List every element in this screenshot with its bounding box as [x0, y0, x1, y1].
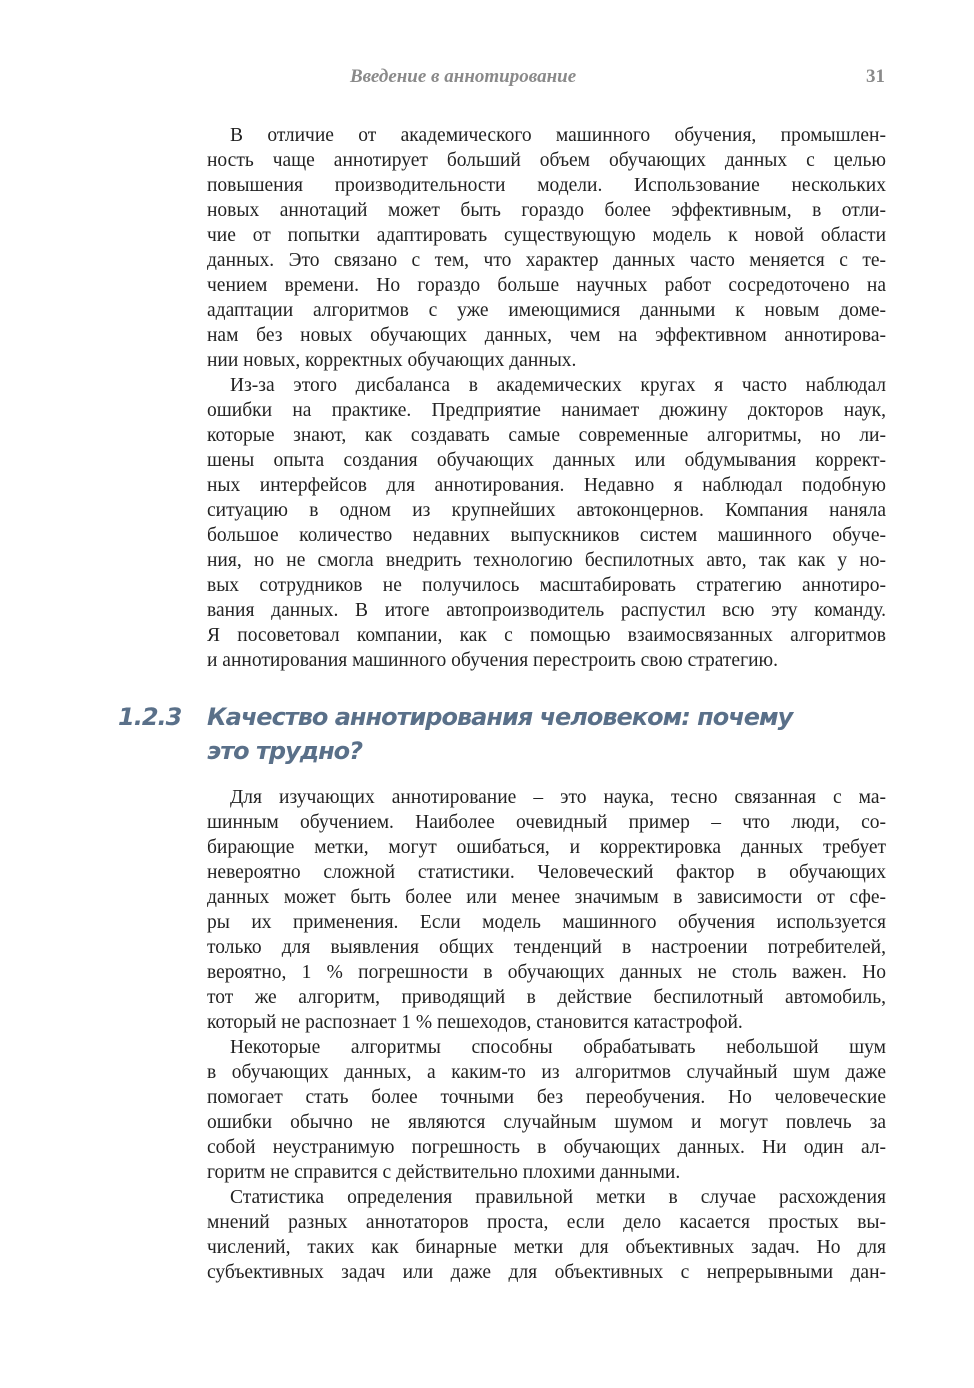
text-line: данных может быть более или менее значимым в зависимости от сфе-	[207, 887, 886, 908]
text-line: нам без новых обучающих данных, чем на эффективном аннотирова-	[207, 325, 886, 346]
body-text-before-section	[207, 123, 886, 673]
text-line: повышения производительности модели. Использование нескольких	[207, 175, 886, 196]
paragraph	[207, 1035, 886, 1185]
section-title-line: это трудно?	[207, 737, 363, 765]
paragraph	[207, 123, 886, 373]
paragraph	[207, 785, 886, 1035]
section-title	[207, 700, 847, 768]
text-line: нии новых, корректных обучающих данных.	[207, 350, 577, 371]
text-line: шинным обучением. Наиболее очевидный пример – что люди, со-	[207, 812, 886, 833]
text-line: чие от попытки адаптировать существующую модель к новой области	[207, 225, 886, 246]
text-line: горитм не справится с действительно плохими данными.	[207, 1162, 681, 1183]
text-line: большое количество недавних выпускников систем машинного обуче-	[207, 525, 886, 546]
text-line: шены опыта создания обучающих данных или обдумывания коррект-	[207, 450, 886, 471]
text-line: собой неустранимую погрешность в обучающих данных. Ни один ал-	[207, 1137, 886, 1158]
text-line: в обучающих данных, а каким-то из алгоритмов случайный шум даже	[207, 1062, 886, 1083]
text-line: только для выявления общих тенденций в настроении потребителей,	[207, 937, 886, 958]
text-line: адаптации алгоритмов с уже имеющимися данными к новым доме-	[207, 300, 886, 321]
text-line: ность чаще аннотирует больший объем обучающих данных с целью	[207, 150, 886, 171]
text-line: В отличие от академического машинного обучения, промышлен-	[230, 125, 886, 146]
page-number: 31	[866, 66, 885, 87]
text-line: вых сотрудников не получилось масштабировать стратегию аннотиро-	[207, 575, 886, 596]
section-number: 1.2.3	[118, 703, 182, 731]
text-line: Статистика определения правильной метки в случае расхождения	[230, 1187, 886, 1208]
text-line: ры их применения. Если модель машинного обучения используется	[207, 912, 886, 933]
text-line: ситуацию в одном из крупнейших автоконцернов. Компания наняла	[207, 500, 886, 521]
text-line: который не распознает 1 % пешеходов, становится катастрофой.	[207, 1012, 743, 1033]
text-line: данных. Это связано с тем, что характер данных часто меняется с те-	[207, 250, 886, 271]
running-title: Введение в аннотирование	[350, 66, 577, 87]
text-line: новых аннотаций может быть гораздо более эффективным, в отли-	[207, 200, 886, 221]
text-line: чением времени. Но гораздо больше научных работ сосредоточено на	[207, 275, 886, 296]
paragraph	[207, 1185, 886, 1285]
text-line: ных интерфейсов для аннотирования. Недавно я наблюдал подобную	[207, 475, 886, 496]
text-line: вания данных. В итоге автопроизводитель распустил всю эту команду.	[207, 600, 886, 621]
text-line: которые знают, как создавать самые современные алгоритмы, но ли-	[207, 425, 886, 446]
text-line: ошибки обычно не являются случайным шумом и могут повлечь за	[207, 1112, 886, 1133]
text-line: субъективных задач или даже для объективных с непрерывными дан-	[207, 1262, 886, 1283]
text-line: Некоторые алгоритмы способны обрабатывать небольшой шум	[230, 1037, 886, 1058]
text-line: тот же алгоритм, приводящий в действие беспилотный автомобиль,	[207, 987, 886, 1008]
text-line: вероятно, 1 % погрешности в обучающих данных не столь важен. Но	[207, 962, 886, 983]
section-title-line: Качество аннотирования человеком: почему	[207, 703, 793, 731]
text-line: помогает стать более точными без переобучения. Но человеческие	[207, 1087, 886, 1108]
text-line: числений, таких как бинарные метки для объективных задач. Но для	[207, 1237, 886, 1258]
text-line: Я посоветовал компании, как с помощью взаимосвязанных алгоритмов	[207, 625, 886, 646]
text-line: ния, но не смогла внедрить технологию беспилотных авто, так как у но-	[207, 550, 886, 571]
text-line: невероятно сложной статистики. Человеческий фактор в обучающих	[207, 862, 886, 883]
paragraph	[207, 373, 886, 673]
text-line: бирающие метки, могут ошибаться, и корректировка данных требует	[207, 837, 886, 858]
text-line: ошибки на практике. Предприятие нанимает дюжину докторов наук,	[207, 400, 886, 421]
body-text-after-section	[207, 785, 886, 1285]
text-line: Для изучающих аннотирование – это наука, тесно связанная с ма-	[230, 787, 886, 808]
text-line: Из-за этого дисбаланса в академических кругах я часто наблюдал	[230, 375, 886, 396]
text-line: и аннотирования машинного обучения перестроить свою стратегию.	[207, 650, 778, 671]
text-line: мнений разных аннотаторов проста, если дело касается простых вы-	[207, 1212, 886, 1233]
